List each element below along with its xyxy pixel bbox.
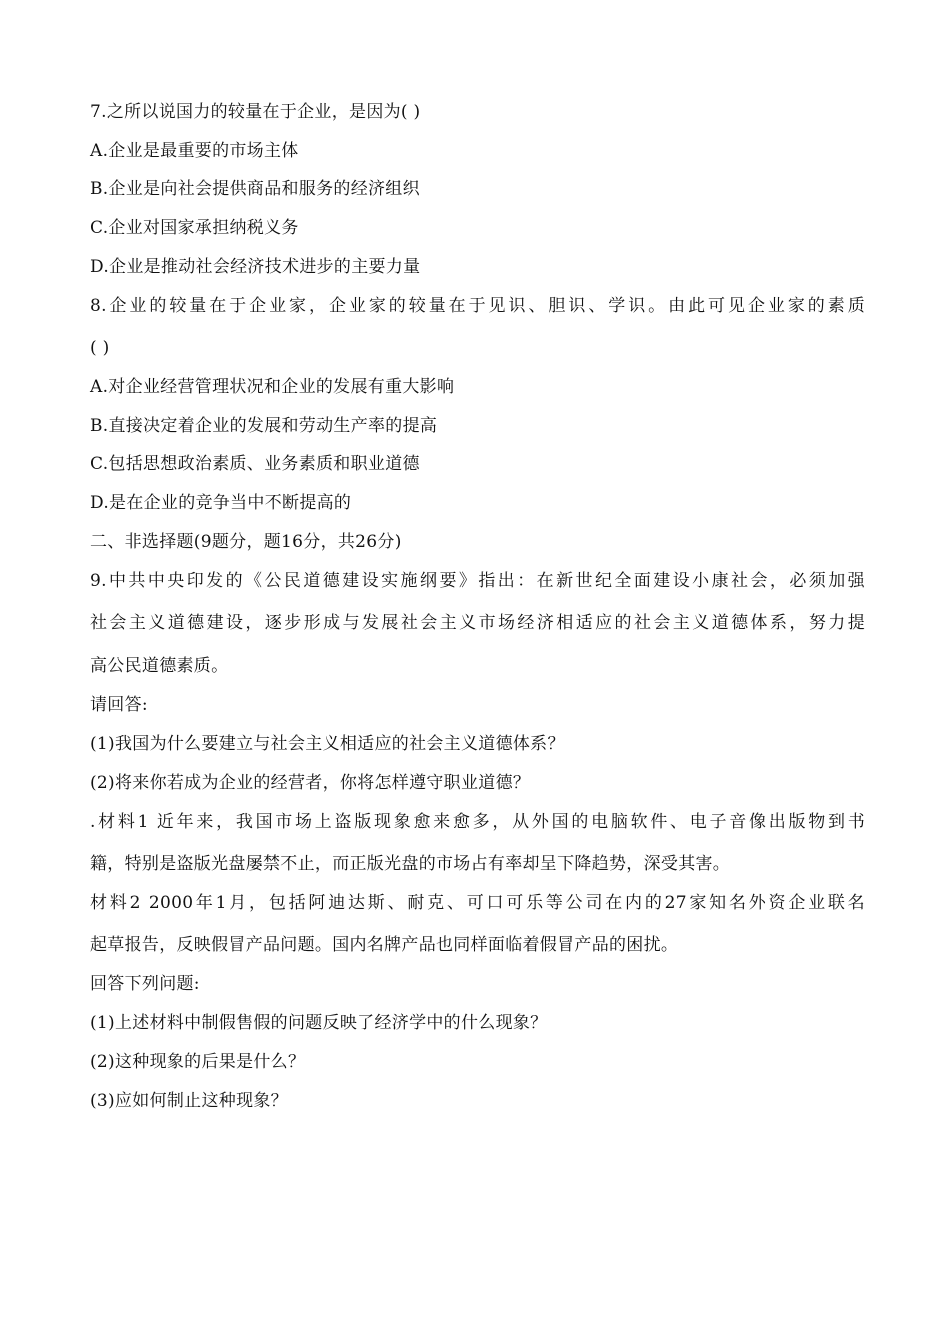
q8-stem-line-1: 8.企业的较量在于企业家，企业家的较量在于见识、胆识、学识。由此可见企业家的素质 xyxy=(90,296,865,316)
q10-material-1-line-2: 籍，特别是盗版光盘屡禁不止，而正版光盘的市场占有率却呈下降趋势，深受其害。 xyxy=(90,854,731,874)
q8-option-d: D.是在企业的竞争当中不断提高的 xyxy=(90,493,352,513)
q10-prompt: 回答下列问题: xyxy=(90,974,200,994)
q8-stem-line-2: ( ) xyxy=(90,338,110,358)
q9-paragraph-line-3: 高公民道德素质。 xyxy=(90,656,229,676)
q7-stem: 7.之所以说国力的较量在于企业，是因为( ) xyxy=(90,102,421,122)
q10-material-1-line-1: .材料1 近年来，我国市场上盗版现象愈来愈多，从外国的电脑软件、电子音像出版物到书 xyxy=(90,812,865,832)
q10-material-2-line-2: 起草报告，反映假冒产品问题。国内名牌产品也同样面临着假冒产品的困扰。 xyxy=(90,935,679,955)
q9-paragraph-line-1: 9.中共中央印发的《公民道德建设实施纲要》指出：在新世纪全面建设小康社会，必须加强 xyxy=(90,571,865,591)
q10-question-3: (3)应如何制止这种现象？ xyxy=(90,1091,288,1111)
q8-option-c: C.包括思想政治素质、业务素质和职业道德 xyxy=(90,454,420,474)
q7-option-b: B.企业是向社会提供商品和服务的经济组织 xyxy=(90,179,420,199)
q9-question-2: (2)将来你若成为企业的经营者，你将怎样遵守职业道德？ xyxy=(90,773,531,793)
q7-option-a: A.企业是最重要的市场主体 xyxy=(90,141,299,161)
q8-option-a: A.对企业经营管理状况和企业的发展有重大影响 xyxy=(90,377,455,397)
q10-question-1: (1)上述材料中制假售假的问题反映了经济学中的什么现象？ xyxy=(90,1013,548,1033)
q9-prompt: 请回答: xyxy=(90,695,148,715)
q7-option-c: C.企业对国家承担纳税义务 xyxy=(90,218,299,238)
q7-option-d: D.企业是推动社会经济技术进步的主要力量 xyxy=(90,257,421,277)
q9-paragraph-line-2: 社会主义道德建设，逐步形成与发展社会主义市场经济相适应的社会主义道德体系，努力提 xyxy=(90,613,865,633)
q10-material-2-line-1: 材料2 2000年1月，包括阿迪达斯、耐克、可口可乐等公司在内的27家知名外资企业联名 xyxy=(90,893,865,913)
q10-question-2: (2)这种现象的后果是什么？ xyxy=(90,1052,306,1072)
section-title: 二、非选择题(9题分，题16分，共26分) xyxy=(90,532,402,552)
q8-option-b: B.直接决定着企业的发展和劳动生产率的提高 xyxy=(90,416,438,436)
q9-question-1: (1)我国为什么要建立与社会主义相适应的社会主义道德体系？ xyxy=(90,734,565,754)
